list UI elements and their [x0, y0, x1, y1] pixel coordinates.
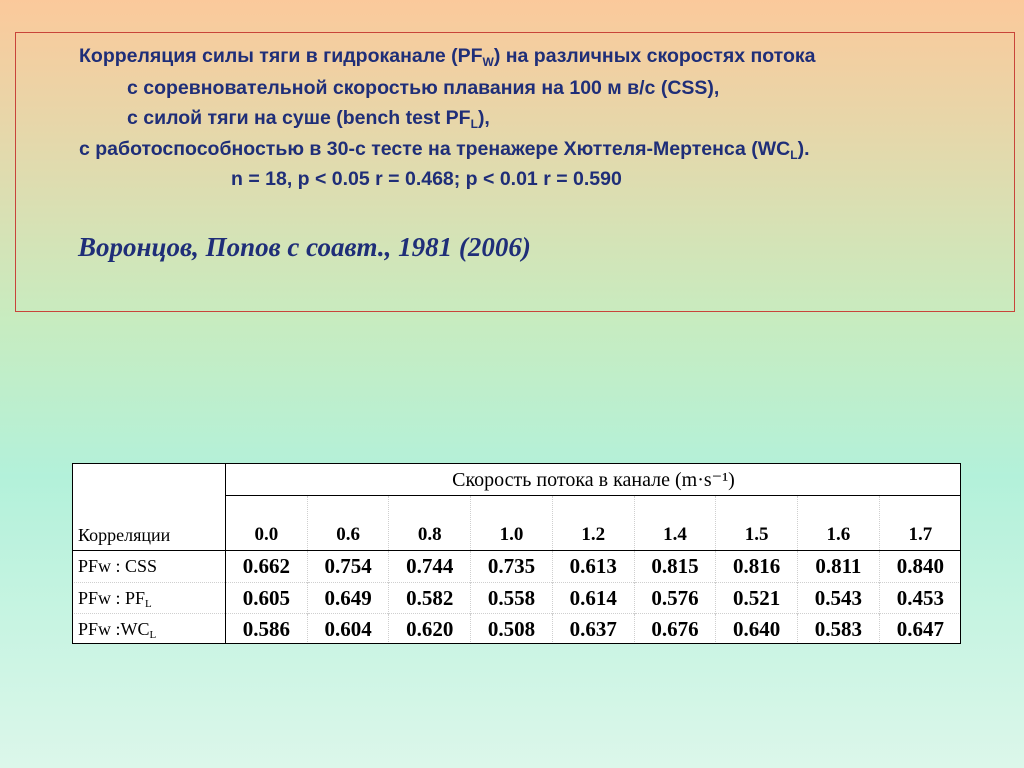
- correlation-value: 0.583: [798, 614, 880, 645]
- correlation-value: 0.647: [879, 614, 961, 645]
- correlation-value: 0.604: [307, 614, 389, 645]
- speed-value: 1.5: [716, 496, 798, 551]
- correlation-value: 0.649: [307, 583, 389, 614]
- correlation-value: 0.508: [471, 614, 553, 645]
- header-line-3: с силой тяги на суше (bench test $PF_L$),: [127, 107, 490, 131]
- correlation-value: 0.640: [716, 614, 798, 645]
- correlation-value: 0.811: [798, 551, 880, 583]
- correlation-value: 0.558: [471, 583, 553, 614]
- correlation-value: 0.754: [307, 551, 389, 583]
- author-citation: Воронцов, Попов с соавт., 1981 (2006): [78, 232, 531, 262]
- correlation-value: 0.620: [389, 614, 471, 645]
- correlation-value: 0.586: [226, 614, 308, 645]
- correlation-value: 0.582: [389, 583, 471, 614]
- header-line-2: с соревновательной скоростью плавания на 100 м в/с (CSS),: [127, 77, 720, 99]
- correlation-value: 0.521: [716, 583, 798, 614]
- header-line-4: с работоспособностью в 30-с тесте на тренажере Хюттеля-Мертенса $(WC_L)$.: [79, 138, 810, 162]
- correlation-value: 0.735: [471, 551, 553, 583]
- correlations-header: Корреляции: [72, 496, 226, 551]
- speed-value: 1.6: [798, 496, 880, 551]
- correlation-value: 0.576: [634, 583, 716, 614]
- correlation-value: 0.816: [716, 551, 798, 583]
- correlation-table: [72, 463, 961, 644]
- row-label: PFw : CSS: [72, 551, 226, 583]
- speed-value: 0.8: [389, 496, 471, 551]
- stats-line: n = 18, p < 0.05 r = 0.468; p < 0.01 r = 0.590: [231, 168, 622, 190]
- row-label: PFw : $PF_L$: [72, 583, 226, 614]
- correlation-value: 0.815: [634, 551, 716, 583]
- speed-value: 1.0: [471, 496, 553, 551]
- correlation-value: 0.840: [879, 551, 961, 583]
- speed-value: 0.0: [254, 524, 279, 545]
- correlation-value: 0.605: [226, 583, 308, 614]
- correlation-value: 0.453: [879, 583, 961, 614]
- correlation-value: 0.744: [389, 551, 471, 583]
- row-label: PFw $:WC_L$: [72, 614, 226, 645]
- speed-value: 1.4: [634, 496, 716, 551]
- speed-value: 0.6: [307, 496, 389, 551]
- correlation-value: 0.637: [552, 614, 634, 645]
- correlation-value: 0.613: [552, 551, 634, 583]
- correlation-value: 0.662: [226, 551, 308, 583]
- speed-header: Скорость потока в канале (m·s⁻¹): [226, 463, 962, 496]
- correlation-value: 0.614: [552, 583, 634, 614]
- corner-cell: [72, 463, 226, 496]
- speed-value: 1.7: [879, 496, 961, 551]
- header-line-1: Корреляция силы тяги в гидроканале $(PF_W)$ на различных скоростях потока: [79, 45, 816, 69]
- correlation-value: 0.543: [798, 583, 880, 614]
- speed-value: 1.2: [552, 496, 634, 551]
- correlation-value: 0.676: [634, 614, 716, 645]
